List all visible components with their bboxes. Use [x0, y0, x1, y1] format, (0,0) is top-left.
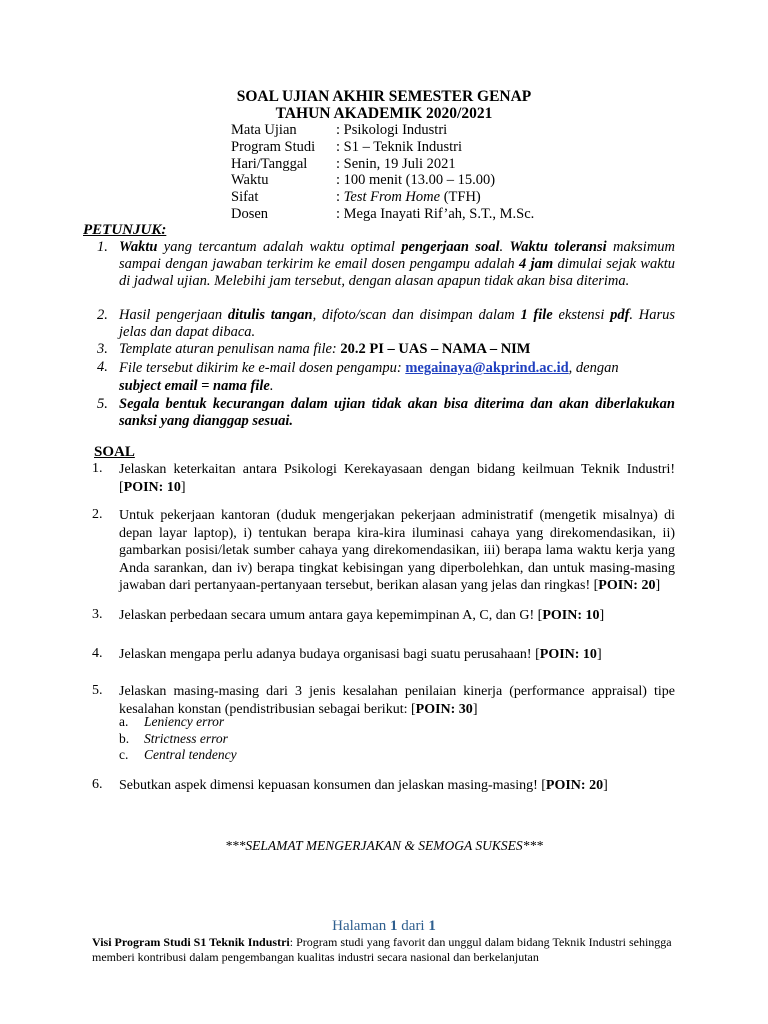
sub-item-text: Leniency error [144, 714, 225, 729]
rule-1-text: Waktu yang tercantum adalah waktu optimal pengerjaan soal. Waktu toleransi maksimum sampai dengan jawaban terkirim ke email dosen pengampu adalah 4 jam dimulai sejak waktu di jadwal ujian. Melebihi jam tersebut, dengan alasan apapun tidak akan bisa diterima. [119, 239, 676, 289]
rule-number: 1. [97, 239, 108, 255]
meta-value-program: : S1 – Teknik Industri [336, 139, 462, 155]
instructions-heading: PETUNJUK: [83, 222, 167, 238]
sub-item-letter: b. [119, 731, 130, 746]
meta-value-time: : 100 menit (13.00 – 15.00) [336, 172, 496, 188]
rule-number: 3. [97, 341, 108, 357]
sub-item-letter: a. [119, 714, 129, 729]
rule-number: 5. [97, 396, 108, 412]
rule-2-text: Hasil pengerjaan ditulis tangan, difoto/scan dan disimpan dalam 1 file ekstensi pdf. Harus jelas dan dapat dibaca. [119, 307, 676, 340]
question-3: Jelaskan perbedaan secara umum antara gaya kepemimpinan A, C, dan G! [POIN: 10] [119, 608, 605, 623]
question-number: 5. [92, 683, 103, 698]
academic-year: TAHUN AKADEMIK 2020/2021 [275, 105, 493, 122]
sub-item-letter: c. [119, 747, 129, 762]
meta-key-lecturer: Dosen [231, 206, 269, 222]
footer-vision: Visi Program Studi S1 Teknik Industri: Program studi yang favorit dan unggul dalam bidang Teknik Industri sehingga memberi kontribusi dalam pengembangan kualitas industri secara nasional dan berkelanjutan [92, 935, 672, 964]
rule-number: 2. [97, 307, 108, 323]
closing-message: ***SELAMAT MENGERJAKAN & SEMOGA SUKSES*** [225, 838, 543, 853]
question-2: Untuk pekerjaan kantoran (duduk mengerjakan pekerjaan administratif (mengetik misalnya) di depan layar laptop), i) tentukan berapa kira-kira iluminasi cahaya yang direkomendasikan, ii) gambarkan posisi/letak sumber cahaya yang direkomendasikan, iii) berapa lama waktu kerja yang Anda sarankan, dan iv) berapa tingkat kebisingan yang diperbolehkan, dan untuk masing-masing jawaban dari pertanyaan-pertanyaan tersebut, berikan alasan yang jelas dan ringkas! [POIN: 20] [119, 508, 675, 593]
question-number: 3. [92, 607, 103, 622]
meta-value-mode: : Test From Home (TFH) [336, 189, 481, 205]
rule-3-text: Template aturan penulisan nama file: 20.2 PI – UAS – NAMA – NIM [119, 341, 531, 357]
page-indicator: Halaman 1 dari 1 [332, 918, 436, 934]
question-number: 1. [92, 461, 103, 476]
exam-title: SOAL UJIAN AKHIR SEMESTER GENAP [236, 88, 532, 105]
question-number: 4. [92, 646, 103, 661]
sub-item-text: Central tendency [144, 747, 237, 762]
meta-value-date: : Senin, 19 Juli 2021 [336, 156, 456, 172]
meta-key-program: Program Studi [231, 139, 316, 155]
rule-4-text: File tersebut dikirim ke e-mail dosen pengampu: megainaya@akprind.ac.id, dengan subject email = nama file. [119, 360, 619, 394]
meta-key-subject: Mata Ujian [231, 122, 297, 138]
question-number: 6. [92, 777, 103, 792]
meta-key-time: Waktu [231, 172, 269, 188]
question-number: 2. [92, 507, 103, 522]
question-6: Sebutkan aspek dimensi kepuasan konsumen dan jelaskan masing-masing! [POIN: 20] [119, 778, 608, 793]
questions-heading: SOAL [94, 444, 135, 460]
meta-value-subject: : Psikologi Industri [336, 122, 448, 138]
sub-item-text: Strictness error [144, 731, 228, 746]
meta-value-lecturer: : Mega Inayati Rif’ah, S.T., M.Sc. [336, 206, 535, 222]
rule-5-text: Segala bentuk kecurangan dalam ujian tidak akan bisa diterima dan akan diberlakukan sanksi yang dianggap sesuai. [119, 396, 675, 429]
meta-key-date: Hari/Tanggal [231, 156, 308, 172]
question-4: Jelaskan mengapa perlu adanya budaya organisasi bagi suatu perusahaan! [POIN: 10] [119, 647, 602, 662]
rule-number: 4. [97, 359, 108, 375]
lecturer-email-link[interactable]: megainaya@akprind.ac.id [405, 360, 569, 376]
meta-key-mode: Sifat [231, 189, 259, 205]
question-1: Jelaskan keterkaitan antara Psikologi Kerekayasaan dengan bidang keilmuan Teknik Industri! [POIN: 10] [119, 462, 675, 495]
question-5: Jelaskan masing-masing dari 3 jenis kesalahan penilaian kinerja (performance appraisal) tipe kesalahan konstan (pendistribusian sebagai berikut: [POIN: 30] [119, 684, 675, 717]
